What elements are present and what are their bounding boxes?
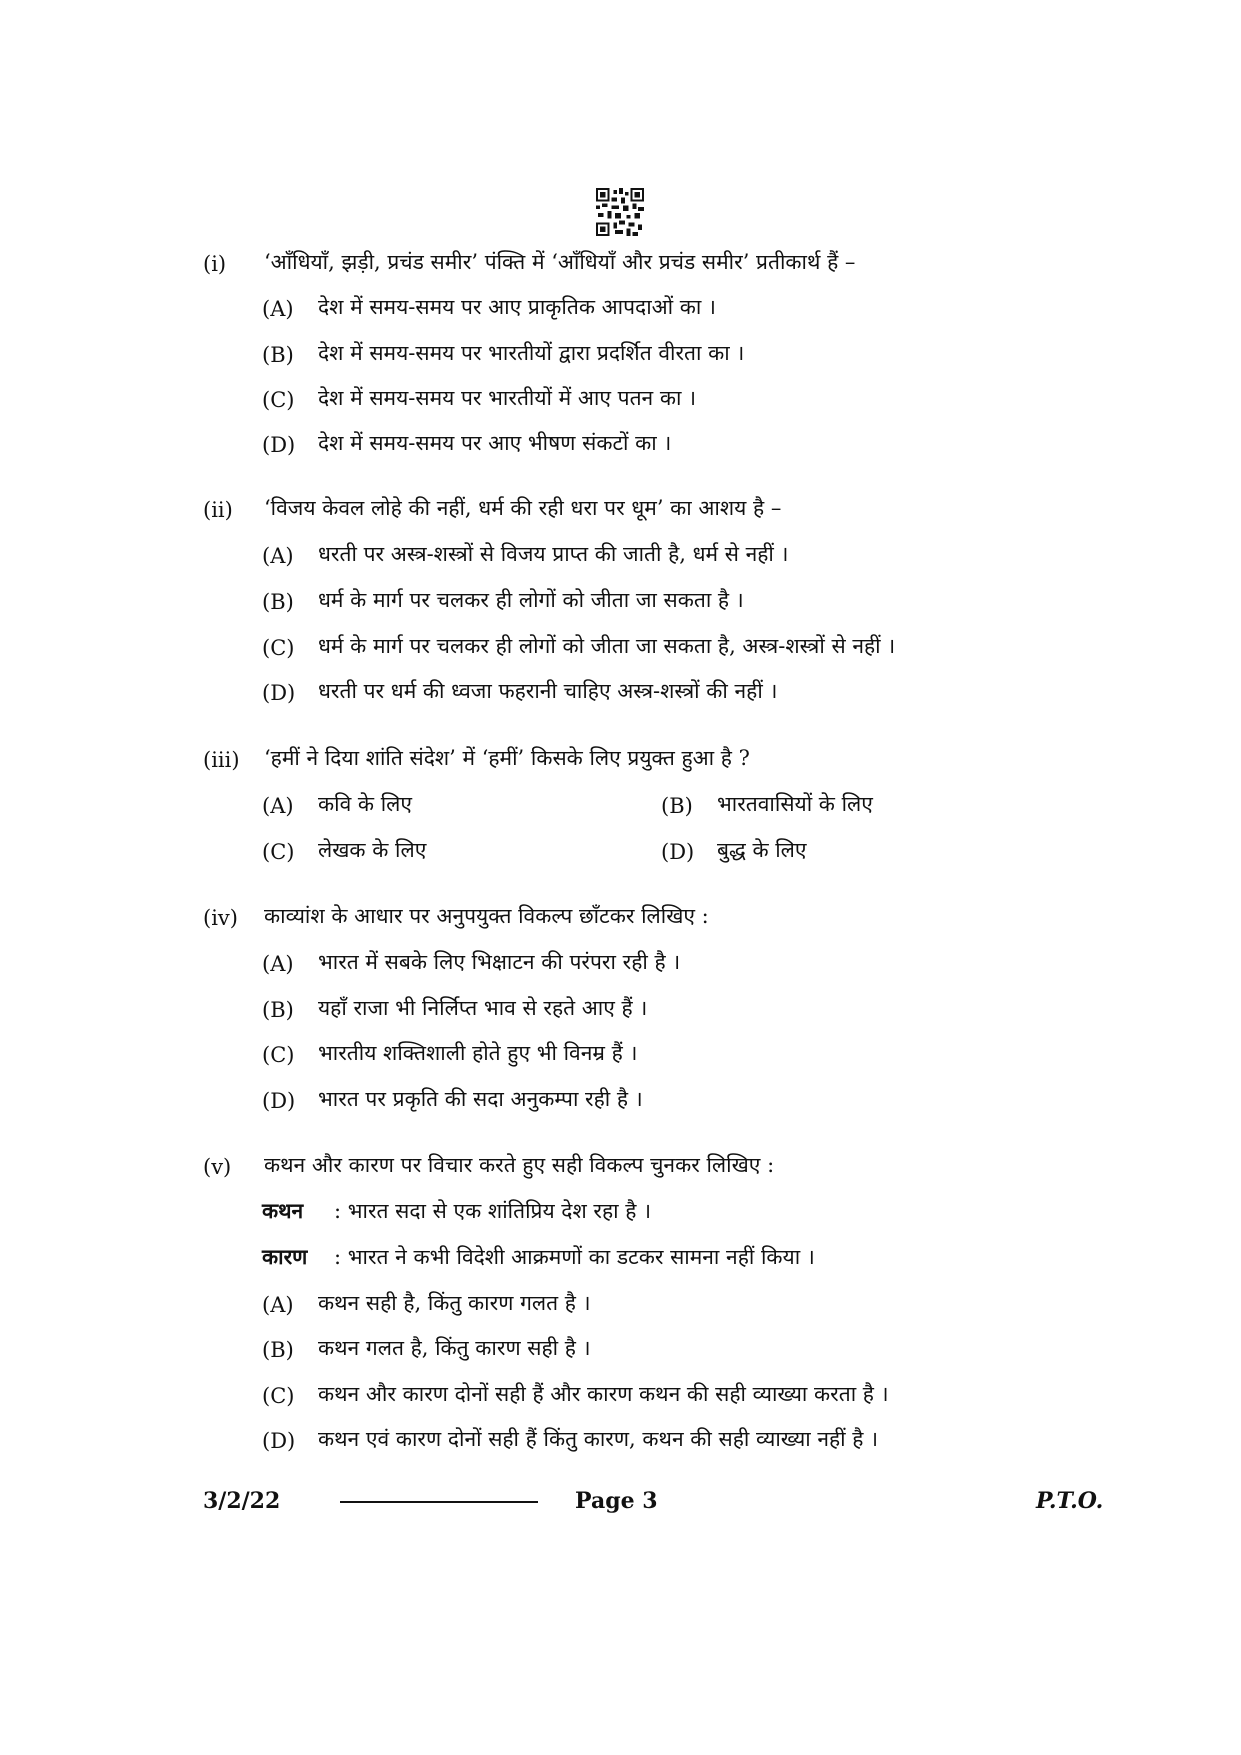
pto-label: P.T.O. — [1036, 1488, 1104, 1514]
option-text: भारत पर प्रकृति की सदा अनुकम्पा रही है । — [318, 1087, 643, 1111]
question-text: काव्यांश के आधार पर अनुपयुक्त विकल्प छाँटकर लिखिए : — [264, 904, 709, 928]
option-label: (C) — [262, 636, 295, 660]
reason-label: कारण — [262, 1244, 308, 1269]
option-text: देश में समय-समय पर भारतीयों में आए पतन का । — [318, 386, 697, 410]
question-number: (iv) — [203, 906, 238, 930]
option-label: (B) — [262, 998, 294, 1022]
option-label: (B) — [262, 343, 294, 367]
qr-code-icon — [596, 188, 644, 236]
option-text: धरती पर अस्त्र-शस्त्रों से विजय प्राप्त की जाती है, धर्म से नहीं । — [318, 542, 789, 566]
option-text: देश में समय-समय पर आए भीषण संकटों का । — [318, 431, 672, 455]
option-label: (A) — [262, 1293, 294, 1317]
option-label: (D) — [661, 840, 695, 864]
option-text: कथन सही है, किंतु कारण गलत है । — [318, 1291, 591, 1315]
question-number: (v) — [203, 1155, 232, 1179]
option-text: यहाँ राजा भी निर्लिप्त भाव से रहते आए हैं । — [318, 996, 648, 1020]
option-text: कवि के लिए — [318, 792, 413, 816]
option-label: (D) — [262, 1429, 296, 1453]
question-number: (ii) — [203, 498, 233, 522]
option-label: (C) — [262, 1043, 295, 1067]
option-label: (B) — [262, 1338, 294, 1362]
option-label: (C) — [262, 1384, 295, 1408]
option-label: (D) — [262, 433, 296, 457]
option-text: धरती पर धर्म की ध्वजा फहरानी चाहिए अस्त्र-शस्त्रों की नहीं । — [318, 679, 778, 703]
option-label: (B) — [262, 590, 294, 614]
option-label: (A) — [262, 952, 294, 976]
option-text: भारतवासियों के लिए — [717, 792, 873, 816]
option-text: धर्म के मार्ग पर चलकर ही लोगों को जीता जा सकता है, अस्त्र-शस्त्रों से नहीं । — [318, 634, 896, 658]
option-label: (C) — [262, 840, 295, 864]
option-text: लेखक के लिए — [318, 838, 427, 862]
question-text: ‘विजय केवल लोहे की नहीं, धर्म की रही धरा पर धूम’ का आशय है – — [264, 496, 782, 520]
assertion-label: कथन — [262, 1198, 304, 1223]
option-text: भारतीय शक्तिशाली होते हुए भी विनम्र हैं । — [318, 1041, 638, 1065]
option-text: कथन गलत है, किंतु कारण सही है । — [318, 1336, 591, 1360]
option-label: (D) — [262, 1089, 296, 1113]
option-label: (C) — [262, 388, 295, 412]
option-text: धर्म के मार्ग पर चलकर ही लोगों को जीता जा सकता है । — [318, 588, 744, 612]
question-number: (i) — [203, 252, 227, 276]
option-text: कथन और कारण दोनों सही हैं और कारण कथन की सही व्याख्या करता है । — [318, 1382, 889, 1406]
option-label: (B) — [661, 794, 693, 818]
page-number: Page 3 — [575, 1488, 658, 1514]
option-label: (A) — [262, 297, 294, 321]
question-text: ‘हमीं ने दिया शांति संदेश’ में ‘हमीं’ किसके लिए प्रयुक्त हुआ है ? — [264, 746, 750, 770]
option-text: कथन एवं कारण दोनों सही हैं किंतु कारण, कथन की सही व्याख्या नहीं है । — [318, 1427, 879, 1451]
question-text: ‘आँधियाँ, झड़ी, प्रचंड समीर’ पंक्ति में ‘आँधियाँ और प्रचंड समीर’ प्रतीकार्थ हैं – — [264, 250, 856, 274]
option-text: देश में समय-समय पर आए प्राकृतिक आपदाओं का । — [318, 295, 716, 319]
option-label: (D) — [262, 681, 296, 705]
question-number: (iii) — [203, 748, 240, 772]
option-text: भारत में सबके लिए भिक्षाटन की परंपरा रही है । — [318, 950, 681, 974]
option-text: देश में समय-समय पर भारतीयों द्वारा प्रदर्शित वीरता का । — [318, 341, 745, 365]
footer-divider — [340, 1501, 538, 1503]
paper-code: 3/2/22 — [203, 1488, 281, 1514]
reason-text: : भारत ने कभी विदेशी आक्रमणों का डटकर सामना नहीं किया । — [334, 1245, 815, 1269]
question-text: कथन और कारण पर विचार करते हुए सही विकल्प चुनकर लिखिए : — [264, 1153, 775, 1177]
option-text: बुद्ध के लिए — [717, 838, 807, 862]
option-label: (A) — [262, 794, 294, 818]
option-label: (A) — [262, 544, 294, 568]
assertion-text: : भारत सदा से एक शांतिप्रिय देश रहा है । — [334, 1199, 652, 1223]
